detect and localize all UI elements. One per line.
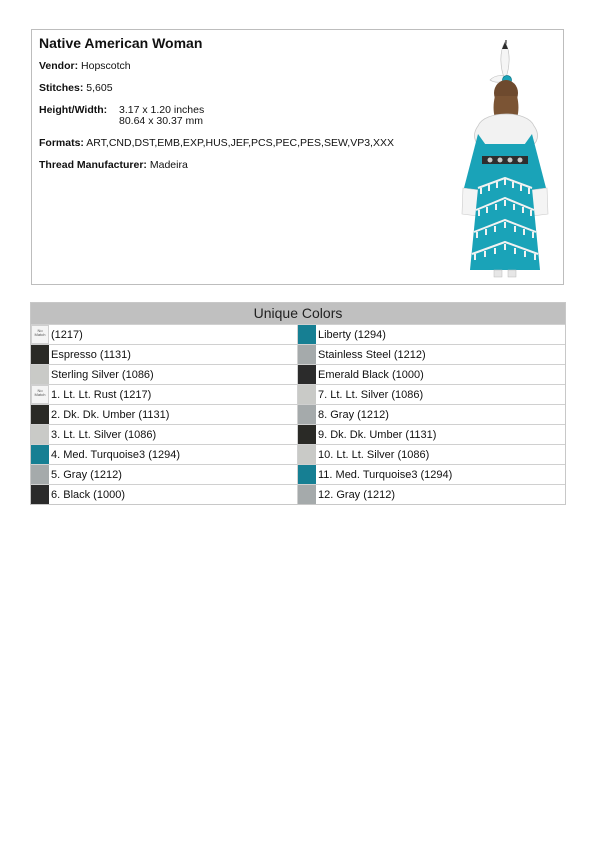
no-match-swatch-icon: No Match <box>31 385 49 404</box>
color-label: Espresso (1131) <box>51 349 131 361</box>
thread-manufacturer-value: Madeira <box>149 159 188 171</box>
color-swatch <box>298 465 316 484</box>
unique-colors-header: Unique Colors <box>31 303 565 324</box>
no-match-swatch-icon: No Match <box>31 325 49 344</box>
color-row <box>298 484 565 504</box>
color-row <box>298 384 565 404</box>
color-row <box>31 384 298 404</box>
vendor-value: Hopscotch <box>81 60 131 72</box>
color-swatch <box>31 425 49 444</box>
vendor-field <box>39 61 131 72</box>
color-swatch <box>31 485 49 504</box>
vendor-label: Vendor: <box>39 60 79 72</box>
thread-manufacturer-label: Thread Manufacturer: <box>39 159 147 171</box>
foot-icon <box>508 270 516 277</box>
color-row <box>298 464 565 484</box>
color-row <box>298 444 565 464</box>
design-title: Native American Woman <box>39 35 203 51</box>
unique-colors-table <box>30 302 566 505</box>
color-label: 7. Lt. Lt. Silver (1086) <box>318 389 424 401</box>
color-swatch <box>31 365 49 384</box>
color-row <box>31 424 298 444</box>
color-row <box>31 484 298 504</box>
height-width-label: Height/Width: <box>39 104 108 116</box>
color-label: 5. Gray (1212) <box>51 469 122 481</box>
color-label: 10. Lt. Lt. Silver (1086) <box>318 449 430 461</box>
color-label: 9. Dk. Dk. Umber (1131) <box>318 429 437 441</box>
color-label: 4. Med. Turquoise3 (1294) <box>51 449 181 461</box>
color-label: Liberty (1294) <box>318 329 386 341</box>
embroidery-design-preview <box>458 38 552 278</box>
color-label: Sterling Silver (1086) <box>51 369 154 381</box>
color-swatch <box>31 465 49 484</box>
color-swatch <box>298 425 316 444</box>
formats-value: ART,CND,DST,EMB,EXP,HUS,JEF,PCS,PEC,PES,SEW,VP3,XXX <box>86 137 394 149</box>
color-row <box>31 324 298 344</box>
color-label: 3. Lt. Lt. Silver (1086) <box>51 429 157 441</box>
height-width-mm: 80.64 x 30.37 mm <box>119 115 204 127</box>
color-swatch <box>31 345 49 364</box>
color-label: 11. Med. Turquoise3 (1294) <box>318 469 453 481</box>
thread-manufacturer-field <box>39 160 188 171</box>
foot-icon <box>494 270 502 277</box>
color-label: 8. Gray (1212) <box>318 409 389 421</box>
stitches-field <box>39 83 113 94</box>
height-width-inches: 3.17 x 1.20 inches <box>119 104 205 116</box>
color-label: (1217) <box>51 329 83 341</box>
color-swatch <box>298 325 316 344</box>
color-row <box>31 444 298 464</box>
color-row <box>298 364 565 384</box>
color-row <box>31 344 298 364</box>
color-swatch <box>298 365 316 384</box>
color-row <box>298 344 565 364</box>
color-swatch <box>298 345 316 364</box>
color-label: 2. Dk. Dk. Umber (1131) <box>51 409 170 421</box>
color-swatch <box>31 405 49 424</box>
color-swatch <box>298 485 316 504</box>
design-info-panel <box>31 29 564 285</box>
color-swatch <box>298 445 316 464</box>
formats-label: Formats: <box>39 137 84 149</box>
color-swatch <box>298 385 316 404</box>
color-label: 6. Black (1000) <box>51 489 125 501</box>
color-row <box>31 364 298 384</box>
color-row <box>31 404 298 424</box>
color-row <box>31 464 298 484</box>
stitches-value: 5,605 <box>86 82 113 94</box>
color-label: 1. Lt. Lt. Rust (1217) <box>51 389 152 401</box>
colors-grid <box>31 324 565 504</box>
color-row <box>298 324 565 344</box>
color-row <box>298 404 565 424</box>
height-width-field <box>39 105 339 129</box>
color-swatch <box>31 445 49 464</box>
color-label: Stainless Steel (1212) <box>318 349 426 361</box>
color-row <box>298 424 565 444</box>
color-swatch <box>298 405 316 424</box>
color-label: Emerald Black (1000) <box>318 369 424 381</box>
stitches-label: Stitches: <box>39 82 84 94</box>
formats-field <box>39 138 394 149</box>
color-label: 12. Gray (1212) <box>318 489 396 501</box>
